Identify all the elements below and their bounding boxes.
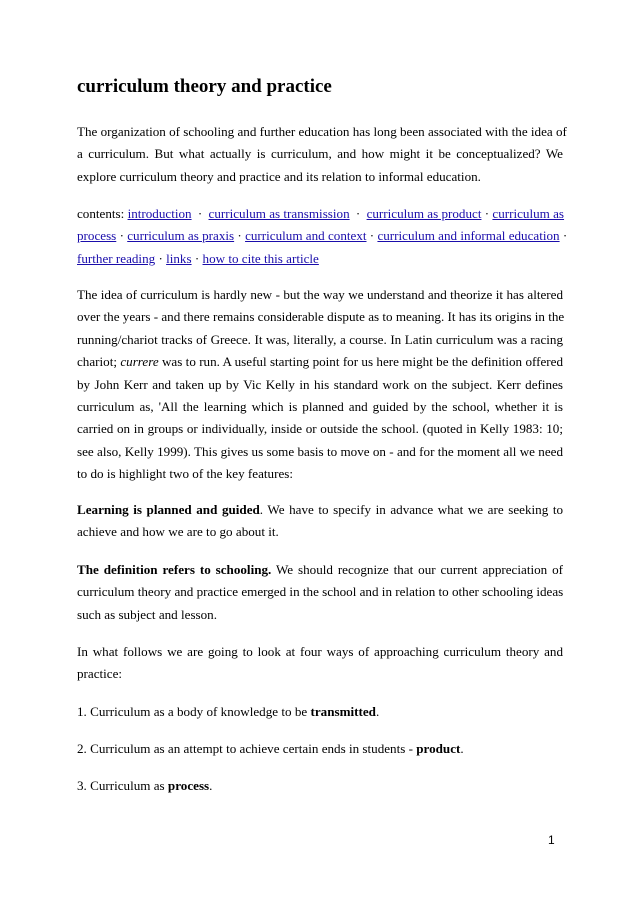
link-introduction[interactable]: introduction xyxy=(127,206,192,221)
intro-paragraph xyxy=(77,121,567,188)
text-line xyxy=(77,559,563,581)
text-line: such as subject and lesson. xyxy=(77,606,218,622)
text-line: carried on in groups or individually, inside or outside the school. (quoted in Kelly 1983: 10; xyxy=(77,421,563,437)
text-line: practice: xyxy=(77,666,123,682)
separator: · xyxy=(158,250,163,266)
contents-nav xyxy=(77,203,568,270)
link-links[interactable]: links xyxy=(166,250,192,266)
text-line: running/chariot tracks of Greece. It was, literally, a course. In Latin curriculum was a racing xyxy=(77,331,563,347)
separator: · xyxy=(562,228,568,244)
text-fragment: We should recognize that our current appreciation of xyxy=(271,562,563,577)
text-fragment: 2. Curriculum as an attempt to achieve certain ends in students - xyxy=(77,741,417,756)
text-fragment: . xyxy=(375,704,380,719)
body-paragraph-3 xyxy=(77,559,563,626)
bold-phrase: The definition refers to schooling. xyxy=(77,562,272,577)
body-paragraph-2 xyxy=(77,499,563,544)
text-line: over the years - and there remains considerable dispute as to meaning. It has its origins in the xyxy=(77,309,565,325)
text-line: by John Kerr and taken up by Vic Kelly in his standard work on the subject. Kerr defines xyxy=(77,376,563,392)
bold-phrase: Learning is planned and guided xyxy=(77,502,260,517)
separator: · xyxy=(197,206,203,221)
separator: · xyxy=(194,250,200,266)
separator: · xyxy=(355,206,361,221)
separator: · xyxy=(484,206,490,221)
text-line: curriculum as, 'All the learning which is planned and guided by the school, whether it is xyxy=(77,399,563,415)
text-line: achieve and how we are to go about it. xyxy=(77,524,279,540)
text-line: see also, Kelly 1999). This gives us some basis to move on - and for the moment all we need xyxy=(77,443,563,459)
body-paragraph-4 xyxy=(77,641,563,686)
link-curriculum-as-process-cont[interactable]: process xyxy=(77,228,117,244)
link-curriculum-as-product[interactable]: curriculum as product xyxy=(366,206,482,221)
text-line: The idea of curriculum is hardly new - but the way we understand and theorize it has altered xyxy=(77,287,563,302)
text-line: In what follows we are going to look at four ways of approaching curriculum theory and xyxy=(77,644,563,659)
link-curriculum-as-transmission[interactable]: curriculum as transmission xyxy=(208,206,350,221)
list-item xyxy=(77,701,563,723)
text-line: The organization of schooling and further education has long been associated with the idea of xyxy=(77,124,567,139)
link-further-reading[interactable]: further reading xyxy=(77,250,156,266)
list-item xyxy=(77,775,563,797)
separator: · xyxy=(369,228,375,244)
text-fragment: 3. Curriculum as xyxy=(77,778,168,793)
text-fragment: . We have to specify in advance what we are seeking to xyxy=(259,502,564,517)
text-fragment: . xyxy=(460,741,464,756)
contents-label: contents: xyxy=(77,206,125,221)
text-line: explore curriculum theory and practice and its relation to informal education. xyxy=(77,168,481,184)
list-item xyxy=(77,738,563,760)
link-curriculum-as-process[interactable]: curriculum as xyxy=(492,206,565,221)
text-line: curriculum theory and practice emerged in the school and in relation to other schooling ideas xyxy=(77,584,564,600)
link-how-to-cite[interactable]: how to cite this article xyxy=(202,250,319,266)
link-curriculum-and-context[interactable]: curriculum and context xyxy=(245,228,367,244)
bold-phrase: process xyxy=(167,778,210,793)
body-paragraph-1 xyxy=(77,284,563,486)
text-line: to do is highlight two of the key features: xyxy=(77,466,294,482)
text-fragment: was to run. A useful starting point for us here might be the definition offered xyxy=(158,354,564,370)
text-fragment: 1. Curriculum as a body of knowledge to be xyxy=(77,704,311,719)
page-number: 1 xyxy=(548,833,555,847)
link-curriculum-and-informal-education[interactable]: curriculum and informal education xyxy=(377,228,560,244)
text-line xyxy=(77,351,563,373)
page-title: curriculum theory and practice xyxy=(77,76,332,97)
text-line xyxy=(77,499,563,521)
separator: · xyxy=(119,228,124,244)
bold-phrase: transmitted xyxy=(310,704,376,719)
emphasis-currere: currere xyxy=(120,354,159,370)
text-line: a curriculum. But what actually is curriculum, and how might it be conceptualized? We xyxy=(77,146,563,162)
separator: · xyxy=(237,228,242,244)
link-curriculum-as-praxis[interactable]: curriculum as praxis xyxy=(127,228,235,244)
text-fragment: . xyxy=(209,778,213,793)
text-fragment: chariot; xyxy=(77,354,121,370)
bold-phrase: product xyxy=(416,741,461,756)
